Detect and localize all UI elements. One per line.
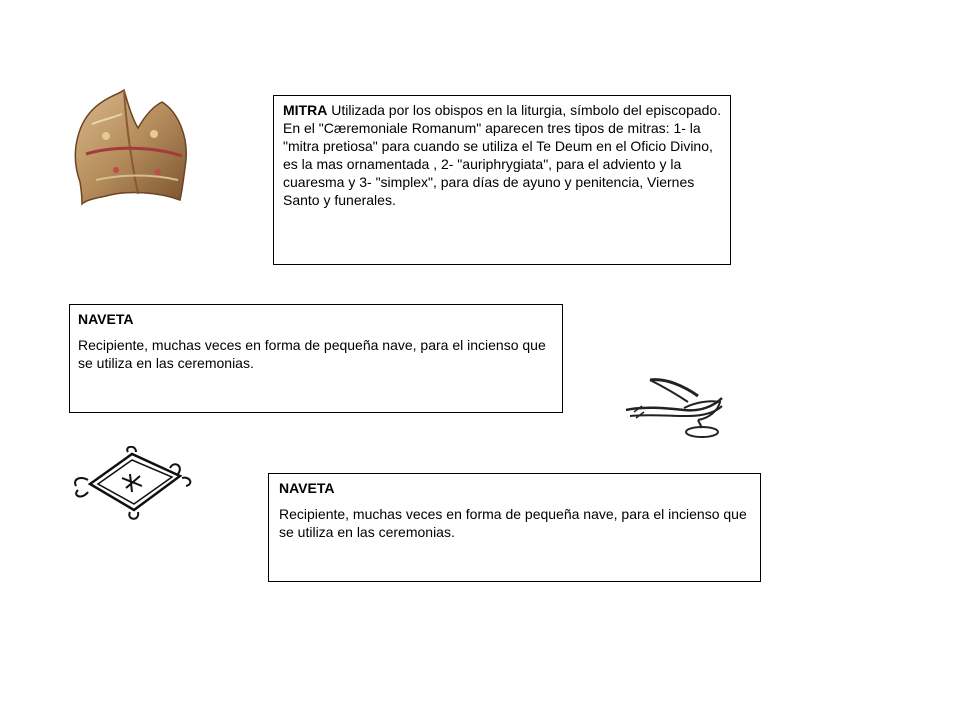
mitra-paragraph — [283, 101, 722, 209]
mitre-image — [62, 84, 194, 212]
naveta-text-1: Recipiente, muchas veces en forma de pequeña nave, para el incienso que se utiliza en las ceremonias. — [78, 337, 546, 371]
naveta-description-box-2 — [268, 473, 761, 582]
naveta-title-2: NAVETA — [279, 480, 335, 496]
mitra-text: Utilizada por los obispos en la liturgia, símbolo del episcopado. En el "Cæremoniale Romanum" aparecen tres tipos de mitras: 1- la "mitra pretiosa" para cuando se utiliza el Te Deum en el Oficio Divino, es la mas ornamentada , 2- "auriphrygiata", para el adviento y la cuaresma y 3- "simplex", para días de ayuno y penitencia, Viernes Santo y funerales. — [283, 102, 722, 208]
embroidered-cloth-image — [70, 446, 200, 522]
naveta-title-1: NAVETA — [78, 311, 134, 327]
naveta-text-2: Recipiente, muchas veces en forma de pequeña nave, para el incienso que se utiliza en las ceremonias. — [279, 506, 747, 540]
mitra-title: MITRA — [283, 102, 328, 118]
mitra-description-box — [273, 95, 731, 265]
naveta-description-box-1 — [69, 304, 563, 413]
incense-boat-image — [622, 372, 744, 444]
